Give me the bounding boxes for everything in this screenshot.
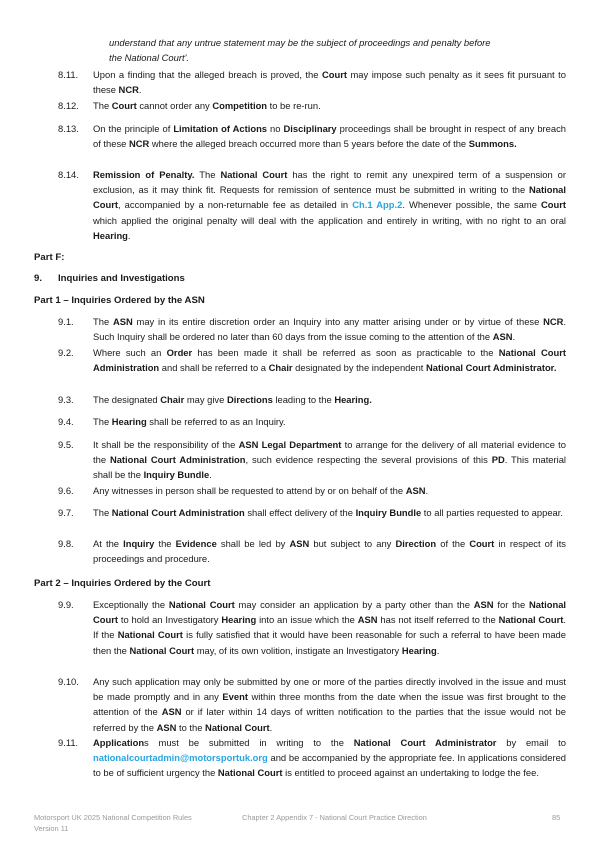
text-run: . Such Inquiry shall be ordered no later than 60 days from the issue coming to the attention of the — [93, 316, 566, 343]
defined-term: Direction — [395, 538, 437, 549]
clause-text — [93, 98, 566, 113]
text-run: where the alleged breach occurred more than 5 years before the date of the — [149, 138, 469, 150]
defined-term: ASN Legal Department — [238, 439, 342, 450]
text-run: . — [425, 485, 429, 496]
clause-9-2 — [34, 345, 566, 375]
text-run: cannot order any — [136, 100, 213, 111]
defined-term: Remission of Penalty. — [93, 169, 195, 180]
text-run: At the — [93, 538, 124, 549]
defined-term: Hearing. — [334, 394, 372, 405]
defined-term: Court — [469, 538, 495, 549]
defined-term: National Court — [117, 629, 183, 641]
defined-term: Competition — [212, 100, 268, 111]
defined-term: National Court Administration — [93, 347, 566, 374]
clause-text — [93, 314, 566, 344]
section-9-heading: 9. Inquiries and Investigations — [34, 273, 185, 284]
text-run: to arrange for the delivery of all material evidence to the — [93, 439, 566, 466]
text-run: On the principle of — [93, 123, 174, 134]
footer-page-number: 85 — [552, 813, 561, 822]
text-run: It shall be the responsibility of the — [93, 439, 239, 450]
text-run: shall effect delivery of the — [244, 507, 356, 518]
clause-text — [93, 437, 566, 483]
defined-term: National Court Administrator — [353, 737, 497, 748]
part-2-heading: Part 2 – Inquiries Ordered by the Court — [34, 578, 211, 589]
defined-term: National Court — [129, 644, 195, 656]
text-run: Upon a finding that the alleged breach is proved, the — [93, 69, 322, 80]
part-1-heading: Part 1 – Inquiries Ordered by the ASN — [34, 295, 205, 306]
text-run: Where such an — [93, 347, 167, 358]
clause-9-7 — [34, 505, 566, 520]
defined-term: ASN — [357, 614, 378, 626]
reference-link[interactable]: Ch.1 App.2 — [352, 199, 403, 211]
clause-9-6 — [34, 483, 566, 498]
clause-8-14 — [34, 167, 566, 243]
defined-term: ASN — [492, 331, 513, 343]
text-run: . — [512, 331, 516, 343]
defined-term: Inquiry — [123, 538, 155, 549]
clause-9-4 — [34, 414, 566, 429]
text-run: may consider an application by a party other than the — [234, 599, 474, 610]
clause-text — [93, 414, 566, 429]
defined-term: ASN — [405, 485, 426, 496]
defined-term: Chair — [160, 394, 185, 405]
clause-8-11 — [34, 67, 566, 97]
clause-text — [93, 505, 566, 520]
defined-term: Court — [540, 199, 566, 211]
text-run: . — [127, 229, 131, 241]
clause-text — [93, 483, 566, 498]
clause-text — [93, 597, 566, 658]
text-run: . — [138, 84, 142, 96]
text-run: The — [194, 169, 221, 180]
clause-9-8 — [34, 536, 566, 566]
text-run: The — [93, 507, 112, 518]
defined-term: National Court — [498, 614, 564, 626]
text-run: designated by the independent — [292, 362, 427, 374]
text-run: . If the — [93, 614, 566, 641]
clause-number: 9.10. — [58, 676, 79, 687]
defined-term: Hearing — [93, 229, 128, 241]
clause-9-1 — [34, 314, 566, 344]
text-run: may impose such penalty as it sees fit pursuant to these — [93, 69, 566, 96]
defined-term: NCR — [543, 316, 564, 327]
defined-term: ASN — [156, 721, 177, 733]
clause-number: 8.12. — [58, 100, 79, 111]
clause-8-12 — [34, 98, 566, 113]
text-run: Exceptionally the — [93, 599, 169, 610]
defined-term: National Court — [93, 599, 567, 626]
text-run: . — [436, 644, 440, 656]
defined-term: ASN — [289, 538, 310, 549]
defined-term: PD — [491, 454, 505, 466]
text-run: to the — [176, 721, 206, 733]
text-run: shall be led by — [216, 538, 290, 549]
text-run: . — [209, 469, 212, 481]
text-run: proceedings shall be brought in respect of any breach of these — [93, 123, 566, 150]
defined-term: NCR — [128, 138, 150, 150]
text-run: may give — [184, 394, 227, 405]
clause-text — [93, 735, 566, 781]
text-run: shall be referred to as an Inquiry. — [146, 416, 286, 427]
text-run: The — [93, 316, 113, 327]
text-run: The — [93, 100, 112, 111]
clause-number: 9.11. — [58, 737, 79, 748]
text-run: to hold an Investigatory — [118, 614, 222, 626]
text-run: which applied the original penalty will deal with the application and entirely in writing, with no right to an oral — [93, 214, 566, 226]
defined-term: Hearing — [221, 614, 257, 626]
clause-number: 9.9. — [58, 599, 74, 610]
defined-term: Hearing — [401, 644, 437, 656]
text-run: no — [267, 123, 284, 134]
clause-number: 9.3. — [58, 394, 74, 405]
defined-term: National Court Administrator. — [426, 362, 557, 374]
clause-9-3 — [34, 392, 566, 407]
text-run: is fully satisfied that it would have been reasonable for such a referral to have been made then the — [93, 629, 566, 656]
text-run: Any such application may only be submitted by one or more of the parties directly involved in the issue and must be made promptly and in any — [93, 676, 566, 703]
part-f-heading: Part F: — [34, 252, 65, 263]
clause-number: 9.8. — [58, 538, 74, 549]
text-run: to be re-run. — [267, 100, 321, 111]
text-run: . This material shall be the — [93, 454, 567, 481]
defined-term: National Court — [168, 599, 235, 610]
text-run: but subject to any — [309, 538, 396, 549]
clause-number: 9.4. — [58, 416, 74, 427]
defined-term: Disciplinary — [283, 123, 337, 134]
text-run: into an issue which the — [256, 614, 358, 626]
clause-9-5 — [34, 437, 566, 483]
clause-text — [93, 67, 566, 97]
text-run: has the right to remit any unexpired term of a suspension or exclusion, as it may think fit. Requests for remission of sentence must be submitted in writing to the — [93, 169, 567, 196]
clause-text — [93, 536, 566, 566]
footer-chapter: Chapter 2 Appendix 7 - National Court Practice Direction — [242, 813, 427, 822]
defined-term: NCR — [118, 84, 139, 96]
defined-term: ASN — [473, 599, 494, 610]
clause-8-13 — [34, 121, 566, 151]
clause-number: 8.14. — [58, 169, 79, 180]
quote-line-1: understand that any untrue statement may be the subject of proceedings and penalty before — [109, 37, 491, 48]
text-run: by email to — [496, 737, 566, 748]
clause-number: 8.11. — [58, 69, 79, 80]
text-run: s must be submitted in writing to the — [144, 737, 354, 748]
quote-line-2: the National Court'. — [109, 52, 189, 63]
text-run: has not itself referred to the — [377, 614, 499, 626]
defined-term: National Court Administration — [111, 507, 245, 518]
text-run: in respect of its proceedings and procedure. — [93, 538, 566, 565]
defined-term: Inquiry Bundle — [143, 469, 210, 481]
text-run: of the — [436, 538, 470, 549]
clause-9-9 — [34, 597, 566, 658]
defined-term: Chair — [268, 362, 293, 374]
defined-term: National Court — [217, 767, 283, 779]
defined-term: ASN — [112, 316, 133, 327]
defined-term: National Court — [93, 184, 566, 211]
clause-number: 9.7. — [58, 507, 74, 518]
defined-term: Order — [166, 347, 193, 358]
defined-term: Summons. — [468, 138, 517, 150]
clause-number: 8.13. — [58, 123, 79, 134]
defined-term: Court — [321, 69, 347, 80]
text-run: . Whenever possible, the same — [402, 199, 541, 211]
defined-term: Hearing — [111, 416, 147, 427]
text-run: the — [154, 538, 176, 549]
text-run: is entitled to proceed against an undertaking to lodge the fee. — [282, 767, 539, 779]
text-run: and be accompanied by the appropriate fee. In applications considered to be of sufficient urgency the — [93, 752, 566, 779]
clause-number: 9.5. — [58, 439, 74, 450]
defined-term: National Court — [205, 721, 270, 733]
text-run: for the — [493, 599, 530, 610]
defined-term: Application — [93, 737, 145, 748]
footer-version: Version 11 — [34, 824, 69, 833]
text-run: within three months from the date when the issue was first brought to the attention of the — [93, 691, 567, 718]
defined-term: Limitation of Actions — [173, 123, 268, 134]
text-run: The designated — [93, 394, 161, 405]
reference-link[interactable]: nationalcourtadmin@motorsportuk.org — [93, 752, 268, 764]
clause-text — [93, 121, 566, 151]
defined-term: ASN — [161, 706, 182, 718]
clause-9-11 — [34, 735, 566, 781]
clause-number: 9.6. — [58, 485, 74, 496]
text-run: . — [269, 721, 273, 733]
text-run: may in its entire discretion order an Inquiry into any matter arising under or by virtue of these — [132, 316, 544, 327]
text-run: leading to the — [272, 394, 335, 405]
clause-9-10 — [34, 674, 566, 735]
text-run: and shall be referred to a — [159, 362, 269, 374]
defined-term: Directions — [226, 394, 273, 405]
text-run: has been made it shall be referred as soon as practicable to the — [192, 347, 499, 358]
clause-number: 9.2. — [58, 347, 74, 358]
text-run: , such evidence respecting the several provisions of this — [245, 454, 492, 466]
text-run: , accompanied by a non-returnable fee as detailed in — [118, 199, 353, 211]
text-run: to all parties requested to appear. — [421, 507, 563, 518]
text-run: The — [93, 416, 112, 427]
defined-term: Event — [222, 691, 248, 703]
text-run: Any witnesses in person shall be requested to attend by or on behalf of the — [93, 485, 406, 496]
clause-text — [93, 392, 566, 407]
defined-term: National Court — [220, 169, 288, 180]
footer-title: Motorsport UK 2025 National Competition Rules — [34, 813, 192, 822]
defined-term: Court — [111, 100, 137, 111]
footer-publication — [34, 812, 192, 834]
clause-text — [93, 674, 566, 735]
quoted-declaration — [109, 35, 559, 65]
text-run: may, of its own volition, instigate an Investigatory — [194, 644, 402, 656]
defined-term: National Court Administration — [109, 454, 246, 466]
clause-text — [93, 345, 566, 375]
clause-number: 9.1. — [58, 316, 74, 327]
defined-term: Evidence — [175, 538, 217, 549]
text-run: or if later within 14 days of written notification to the parties that the issue would not be referred by the — [93, 706, 566, 733]
clause-text — [93, 167, 566, 243]
defined-term: Inquiry Bundle — [355, 507, 422, 518]
